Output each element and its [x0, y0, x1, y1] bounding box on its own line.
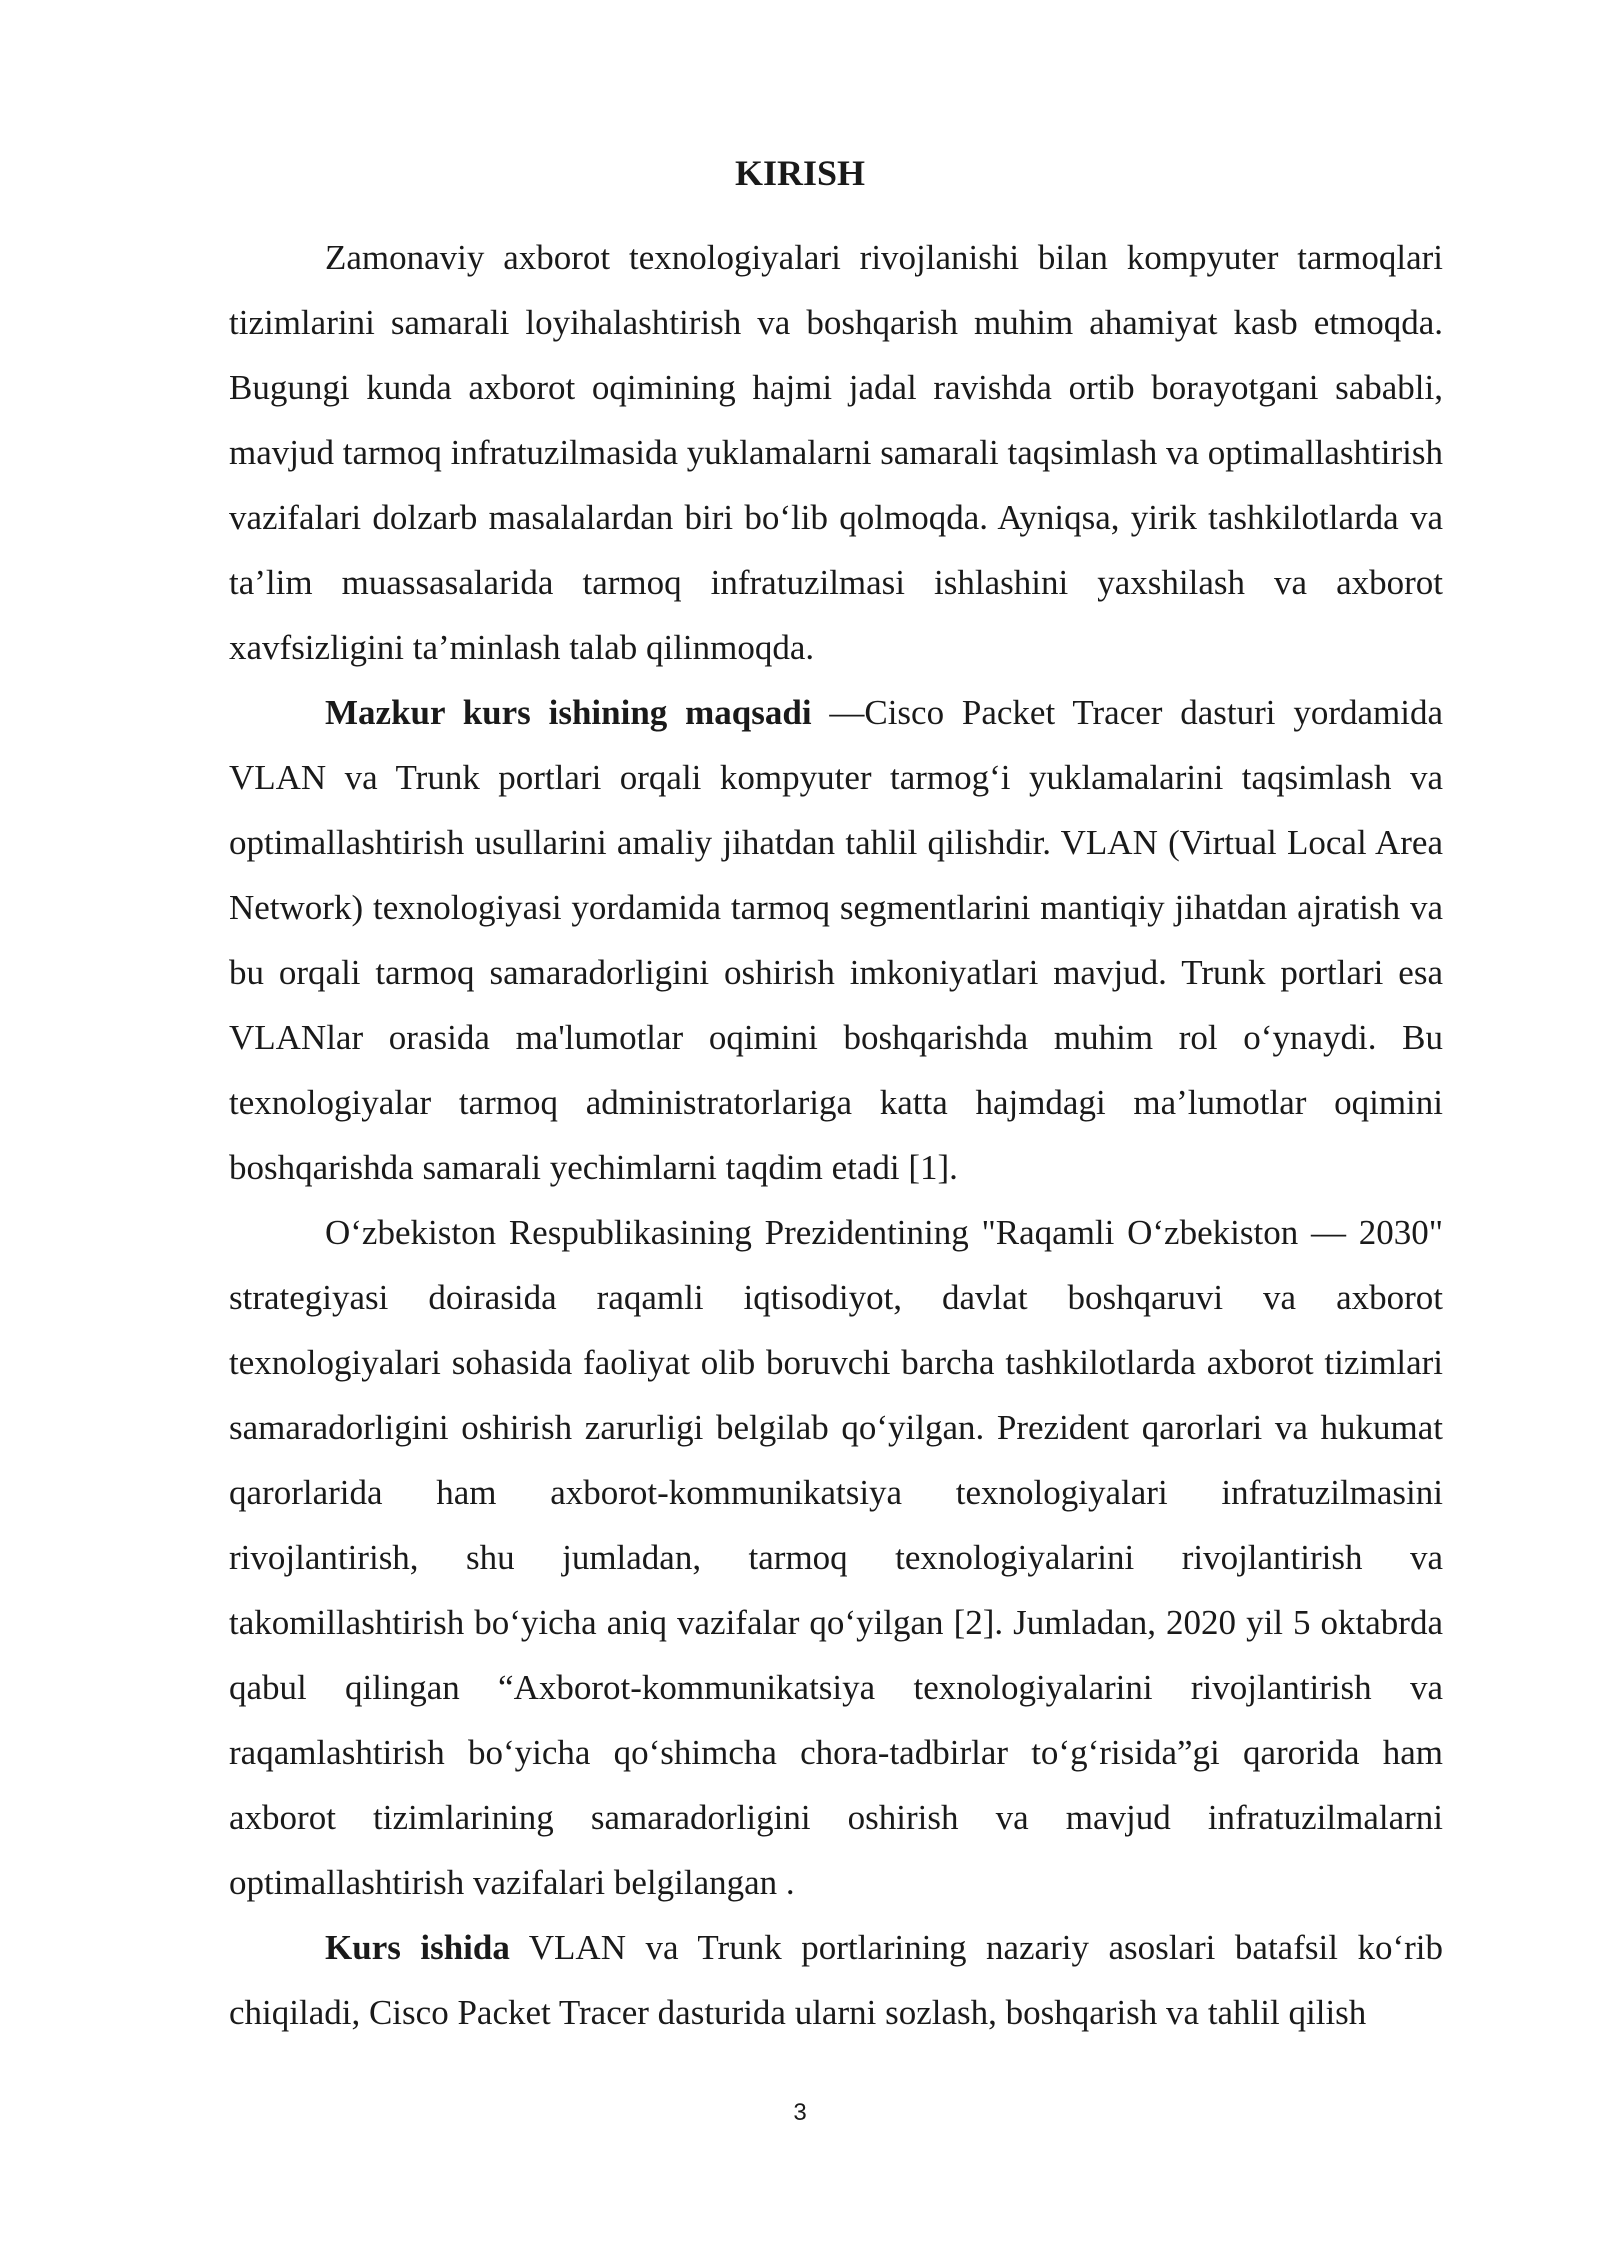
paragraph-strategy — [229, 1200, 1443, 1915]
paragraph-text: O‘zbekiston Respublikasining Prezidentining "Raqamli O‘zbekiston — 2030" strategiyasi doirasida raqamli iqtisodiyot, davlat boshqaruvi va axborot texnologiyalari sohasida faoliyat olib boruvchi barcha tashkilotlarda axborot tizimlari samaradorligini oshirish zarurligi belgilab qo‘yilgan. Prezident qarorlari va hukumat qarorlarida ham axborot-kommunikatsiya texnologiyalari infratuzilmasini rivojlantirish, shu jumladan, tarmoq texnologiyalarini rivojlantirish va takomillashtirish bo‘yicha aniq vazifalar qo‘yilgan [2]. Jumladan, 2020 yil 5 oktabrda qabul qilingan “Axborot-kommunikatsiya texnologiyalarini rivojlantirish va raqamlashtirish bo‘yicha qo‘shimcha chora-tadbirlar to‘g‘risida”gi qarorida ham axborot tizimlarining samaradorligini oshirish va mavjud infratuzilmalarni optimallashtirish vazifalari belgilangan . — [229, 1213, 1443, 1902]
paragraph-text: VLAN va Trunk portlarining nazariy asoslari batafsil ko‘rib chiqiladi, Cisco Packet Tracer dasturida ularni sozlash, boshqarish va tahlil qilish — [229, 1928, 1443, 2032]
paragraph-text: Zamonaviy axborot texnologiyalari rivojlanishi bilan kompyuter tarmoqlari tizimlarini samarali loyihalashtirish va boshqarish muhim ahamiyat kasb etmoqda. Bugungi kunda axborot oqimining hajmi jadal ravishda ortib borayotgani sababli, mavjud tarmoq infratuzilmasida yuklamalarni samarali taqsimlash va optimallashtirish vazifalari dolzarb masalalardan biri bo‘lib qolmoqda. Ayniqsa, yirik tashkilotlarda va ta’lim muassasalarida tarmoq infratuzilmasi ishlashini yaxshilash va axborot xavfsizligini ta’minlash talab qilinmoqda. — [229, 238, 1443, 667]
paragraph-course — [229, 1915, 1443, 2045]
page-number: 3 — [793, 2099, 807, 2126]
paragraph-goal — [229, 680, 1443, 1200]
paragraph-lead: Kurs ishida — [325, 1928, 510, 1967]
paragraph-intro — [229, 225, 1443, 680]
section-heading: KIRISH — [734, 153, 866, 193]
body-text — [229, 225, 1443, 2045]
paragraph-text: —Cisco Packet Tracer dasturi yordamida VLAN va Trunk portlari orqali kompyuter tarmog‘i yuklamalarini taqsimlash va optimallashtirish usullarini amaliy jihatdan tahlil qilishdir. VLAN (Virtual Local Area Network) texnologiyasi yordamida tarmoq segmentlarini mantiqiy jihatdan ajratish va bu orqali tarmoq samaradorligini oshirish imkoniyatlari mavjud. Trunk portlari esa VLANlar orasida ma'lumotlar oqimini boshqarishda muhim rol o‘ynaydi. Bu texnologiyalar tarmoq administratorlariga katta hajmdagi ma’lumotlar oqimini boshqarishda samarali yechimlarni taqdim etadi [1]. — [229, 693, 1443, 1187]
paragraph-lead: Mazkur kurs ishining maqsadi — [325, 693, 812, 732]
